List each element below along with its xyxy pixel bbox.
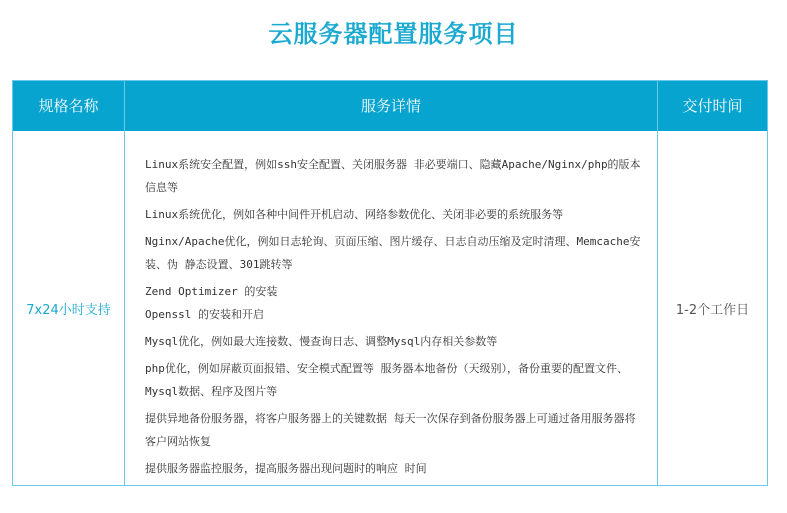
service-table — [12, 80, 768, 486]
header-spec: 规格名称 — [38, 97, 99, 115]
table-header — [13, 81, 767, 131]
detail-item: Linux系统优化，例如各种中间件开机启动、网络参数优化、关闭非必要的系统服务等 — [145, 208, 564, 221]
column-divider — [124, 81, 125, 485]
detail-item: Mysql优化，例如最大连接数、慢查询日志、调整Mysql内存相关参数等 — [145, 335, 498, 348]
delivery-cell — [658, 131, 767, 485]
spec-cell — [13, 131, 124, 485]
detail-item: 提供异地备份服务器，将客户服务器上的关键数据 每天一次保存到备份服务器上可通过备用服务器将 客户网站恢复 — [145, 412, 636, 448]
delivery-value: 1-2个工作日 — [675, 302, 750, 318]
detail-item: Linux系统安全配置，例如ssh安全配置、关闭服务器 非必要端口、隐藏Apache/Nginx/php的版本信息等 — [145, 158, 641, 194]
detail-item: Zend Optimizer 的安装 — [145, 285, 278, 298]
detail-item: Openssl 的安装和开启 — [145, 308, 264, 321]
detail-item: php优化，例如屏蔽页面报错、安全模式配置等 服务器本地备份（天级别），备份重要的配置文件、Mysql数据、程序及图片等 — [145, 362, 628, 398]
detail-item: 提供服务器监控服务，提高服务器出现问题时的响应 时间 — [145, 462, 427, 475]
header-details: 服务详情 — [360, 97, 421, 115]
header-delivery: 交付时间 — [682, 97, 743, 115]
details-cell — [145, 153, 650, 484]
spec-value: 7x24小时支持 — [26, 302, 111, 318]
detail-item: Nginx/Apache优化，例如日志轮询、页面压缩、图片缓存、日志自动压缩及定时清理、Memcache安装、伪 静态设置、301跳转等 — [145, 235, 641, 271]
page-title: 云服务器配置服务项目 — [268, 20, 519, 48]
